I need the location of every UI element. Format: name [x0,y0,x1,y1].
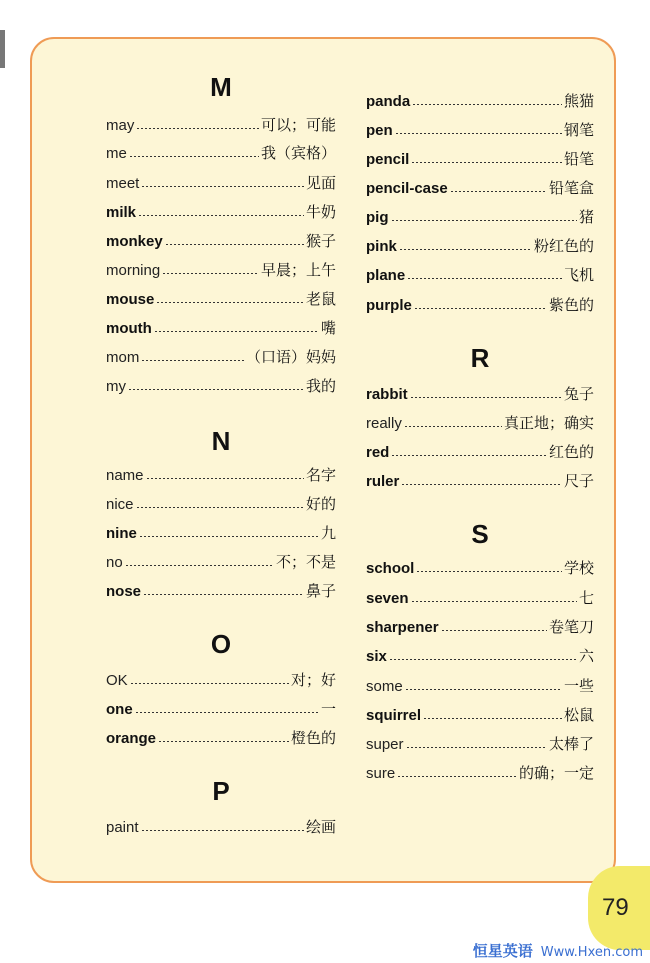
dot-leader [404,426,502,427]
entry-word: rabbit [366,386,408,403]
page-number: 79 [602,894,629,921]
dot-leader [136,507,304,508]
entry-word: some [366,678,403,695]
dot-leader [139,536,319,537]
entry-meaning: 一些 [563,677,594,695]
entry-word: orange [106,730,157,747]
dot-leader [141,186,304,187]
entry-meaning: （口语）妈妈 [245,348,336,366]
entry-word: red [366,444,390,461]
glossary-entry [106,142,336,164]
entry-word: name [106,467,144,484]
entry-meaning: 猴子 [305,232,336,250]
glossary-entry [366,733,594,755]
entry-meaning: 老鼠 [305,290,336,308]
entry-meaning: 紫色的 [548,296,594,314]
entry-word: one [106,701,133,718]
glossary-entry [366,148,594,170]
glossary-entry [366,119,594,141]
dot-leader [410,397,562,398]
dot-leader [391,455,547,456]
dot-leader [412,104,562,105]
footer-watermark [0,940,643,961]
entry-meaning: 好的 [305,495,336,513]
dot-leader [138,215,304,216]
entry-word: purple [366,297,412,314]
glossary-entry [106,698,336,720]
dot-leader [397,776,517,777]
entry-meaning: 橙色的 [290,729,336,747]
dot-leader [129,156,259,157]
glossary-card [30,37,616,883]
entry-meaning: 铅笔盒 [548,179,594,197]
dot-leader [130,683,289,684]
entry-word: super [366,736,404,753]
entry-meaning: 卷笔刀 [548,618,594,636]
dot-leader [154,331,319,332]
section-letter: O [210,629,232,659]
dot-leader [414,308,547,309]
entry-meaning: 六 [578,647,594,665]
glossary-entry [366,704,594,726]
footer-url: Www.Hxen.com [540,945,643,960]
glossary-entry [366,557,594,579]
entry-meaning: 我的 [305,377,336,395]
dot-leader [141,360,244,361]
entry-word: really [366,415,402,432]
glossary-entry [106,259,336,281]
glossary-entry [366,645,594,667]
dot-leader [441,630,547,631]
entry-meaning: 红色的 [548,443,594,461]
glossary-entry [106,346,336,368]
entry-meaning: 鼻子 [305,582,336,600]
entry-word: OK [106,672,128,689]
entry-word: pencil-case [366,180,448,197]
glossary-entry [106,464,336,486]
entry-meaning: 可以；可能 [260,116,336,134]
dot-leader [135,712,319,713]
entry-meaning: 九 [320,524,336,542]
glossary-entry [366,206,594,228]
entry-meaning: 我（宾格） [260,144,336,162]
entry-meaning: 的确；一定 [518,764,594,782]
glossary-entry [366,294,594,316]
dot-leader [156,302,304,303]
entry-meaning: 嘴 [320,319,336,337]
glossary-entry [366,412,594,434]
glossary-entry [106,727,336,749]
dot-leader [401,484,562,485]
entry-meaning: 熊猫 [563,92,594,110]
glossary-entry [106,375,336,397]
dot-leader [391,220,577,221]
glossary-entry [106,201,336,223]
entry-word: mouse [106,291,155,308]
glossary-entry [366,587,594,609]
dot-leader [450,191,547,192]
entry-word: nine [106,525,137,542]
entry-meaning: 绘画 [305,818,336,836]
entry-word: pink [366,238,397,255]
entry-meaning: 真正地；确实 [503,414,594,432]
entry-word: nose [106,583,142,600]
dot-leader [136,128,259,129]
dot-leader [411,162,562,163]
section-letter: M [210,72,232,102]
dot-leader [141,830,304,831]
entry-word: sharpener [366,619,439,636]
entry-meaning: 飞机 [563,266,594,284]
dot-leader [407,278,562,279]
dot-leader [128,389,304,390]
entry-meaning: 一 [320,700,336,718]
entry-meaning: 太棒了 [548,735,594,753]
entry-word: squirrel [366,707,422,724]
entry-meaning: 牛奶 [305,203,336,221]
dot-leader [165,244,304,245]
entry-meaning: 松鼠 [563,706,594,724]
section-letter: P [212,776,230,806]
entry-word: my [106,378,126,395]
glossary-entry [366,264,594,286]
glossary-entry [366,441,594,463]
entry-word: sure [366,765,396,782]
glossary-entry [106,288,336,310]
entry-word: morning [106,262,161,279]
dot-leader [125,565,274,566]
entry-word: milk [106,204,137,221]
entry-word: plane [366,267,406,284]
glossary-entry [366,90,594,112]
entry-meaning: 七 [578,589,594,607]
glossary-entry [106,317,336,339]
entry-word: me [106,145,127,162]
entry-meaning: 尺子 [563,472,594,490]
dot-leader [411,601,577,602]
dot-leader [416,571,562,572]
entry-meaning: 不；不是 [275,553,336,571]
entry-word: six [366,648,387,665]
glossary-entry [106,669,336,691]
entry-word: mouth [106,320,152,337]
entry-meaning: 早晨；上午 [260,261,336,279]
entry-word: pig [366,209,389,226]
entry-word: seven [366,590,409,607]
entry-word: panda [366,93,411,110]
glossary-entry [366,470,594,492]
entry-meaning: 对；好 [290,671,336,689]
dot-leader [389,659,577,660]
entry-word: pencil [366,151,410,168]
entry-meaning: 兔子 [563,385,594,403]
entry-word: paint [106,819,139,836]
glossary-entry [366,675,594,697]
entry-word: pen [366,122,393,139]
entry-meaning: 猪 [578,208,594,226]
dot-leader [143,594,304,595]
entry-word: monkey [106,233,163,250]
dot-leader [405,689,562,690]
glossary-entry [106,172,336,194]
footer-brand: 恒星英语 [472,942,533,960]
entry-meaning: 见面 [305,174,336,192]
dot-leader [146,478,304,479]
glossary-entry [106,522,336,544]
glossary-entry [106,114,336,136]
dot-leader [423,718,562,719]
glossary-entry [106,493,336,515]
glossary-entry [106,230,336,252]
glossary-entry [106,580,336,602]
glossary-entry [366,235,594,257]
section-letter: S [471,519,489,549]
entry-meaning: 粉红色的 [533,237,594,255]
glossary-entry [106,816,336,838]
entry-meaning: 学校 [563,559,594,577]
entry-word: ruler [366,473,400,490]
entry-word: mom [106,349,140,366]
dot-leader [406,747,547,748]
section-letter: R [470,343,490,373]
dot-leader [158,741,289,742]
entry-meaning: 铅笔 [563,150,594,168]
entry-meaning: 钢笔 [563,121,594,139]
entry-word: no [106,554,123,571]
entry-word: may [106,117,135,134]
entry-word: school [366,560,415,577]
glossary-entry [366,762,594,784]
glossary-entry [366,177,594,199]
section-letter: N [211,426,231,456]
dot-leader [399,249,532,250]
dot-leader [395,133,562,134]
glossary-entry [106,551,336,573]
dot-leader [162,273,259,274]
glossary-entry [366,383,594,405]
entry-word: meet [106,175,140,192]
entry-meaning: 名字 [305,466,336,484]
glossary-entry [366,616,594,638]
entry-word: nice [106,496,134,513]
page-edge-mark [0,30,5,68]
page-number-badge [588,866,650,950]
